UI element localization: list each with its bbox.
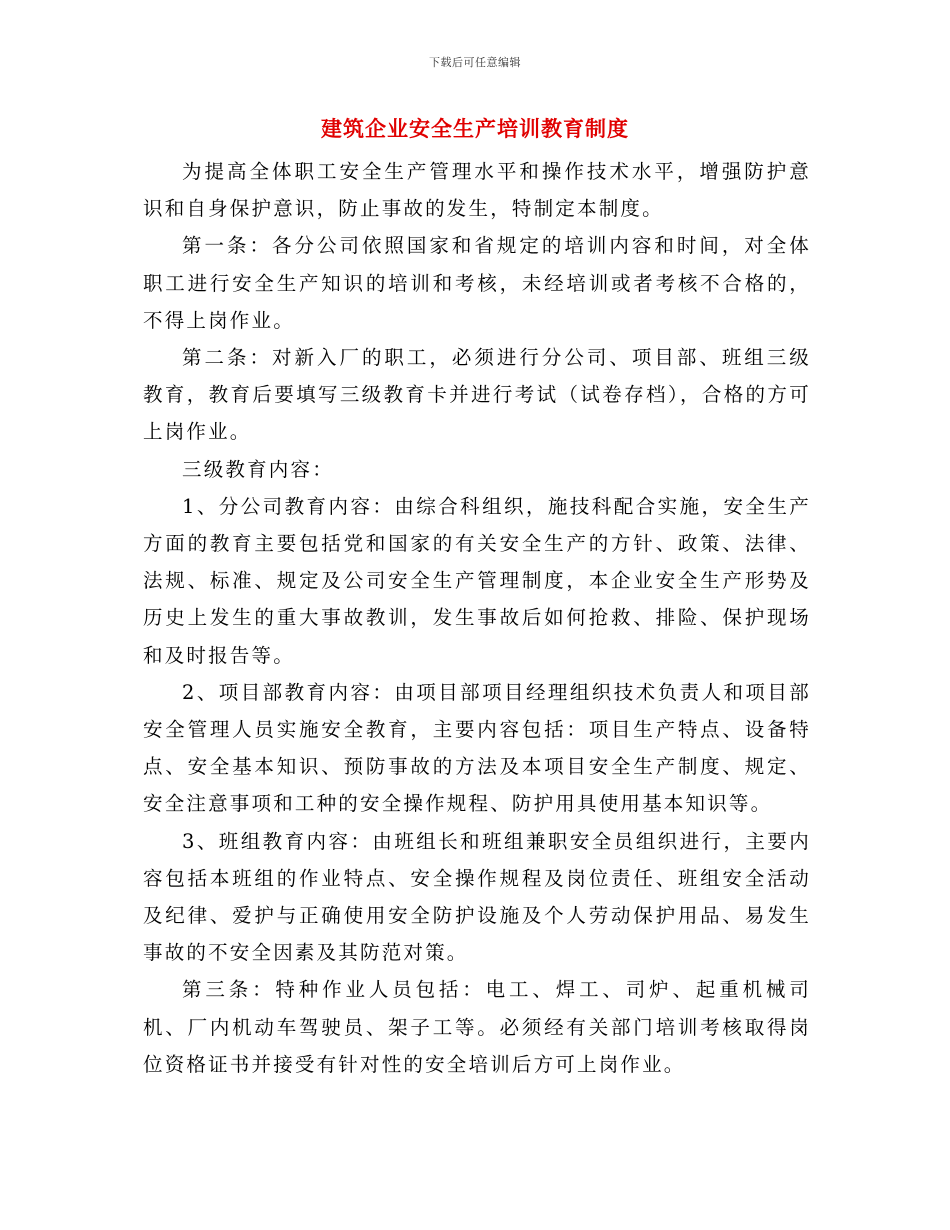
paragraph-article-2: 第二条：对新入厂的职工，必须进行分公司、项目部、班组三级教育，教育后要填写三级教育卡并进行考试（试卷存档），合格的方可上岗作业。 xyxy=(143,346,811,444)
paragraph-intro: 为提高全体职工安全生产管理水平和操作技术水平，增强防护意识和自身保护意识，防止事故的发生，特制定本制度。 xyxy=(143,160,811,221)
paragraph-branch-education: 1、分公司教育内容：由综合科组织，施技科配合实施，安全生产方面的教育主要包括党和国家的有关安全生产的方针、政策、法律、法规、标准、规定及公司安全生产管理制度，本企业安全生产形势及历史上发生的重大事故教训，发生事故后如何抢救、排险、保护现场和及时报告等。 xyxy=(143,494,811,667)
paragraph-article-3: 第三条：特种作业人员包括：电工、焊工、司炉、起重机械司机、厂内机动车驾驶员、架子工等。必须经有关部门培训考核取得岗位资格证书并接受有针对性的安全培训后方可上岗作业。 xyxy=(143,978,811,1076)
paragraph-project-education: 2、项目部教育内容：由项目部项目经理组织技术负责人和项目部安全管理人员实施安全教育，主要内容包括：项目生产特点、设备特点、安全基本知识、预防事故的方法及本项目安全生产制度、规定、安全注意事项和工种的安全操作规程、防护用具使用基本知识等。 xyxy=(143,680,811,816)
document-title: 建筑企业安全生产培训教育制度 xyxy=(321,117,629,141)
document-body xyxy=(143,153,811,1083)
paragraph-three-level-heading: 三级教育内容： xyxy=(182,457,334,481)
paragraph-article-1: 第一条：各分公司依照国家和省规定的培训内容和时间，对全体职工进行安全生产知识的培训和考核，未经培训或者考核不合格的，不得上岗作业。 xyxy=(143,234,811,332)
header-note: 下载后可任意编辑 xyxy=(429,56,521,69)
paragraph-team-education: 3、班组教育内容：由班组长和班组兼职安全员组织进行，主要内容包括本班组的作业特点、安全操作规程及岗位责任、班组安全活动及纪律、爱护与正确使用安全防护设施及个人劳动保护用品、易发生事故的不安全因素及其防范对策。 xyxy=(143,829,811,965)
